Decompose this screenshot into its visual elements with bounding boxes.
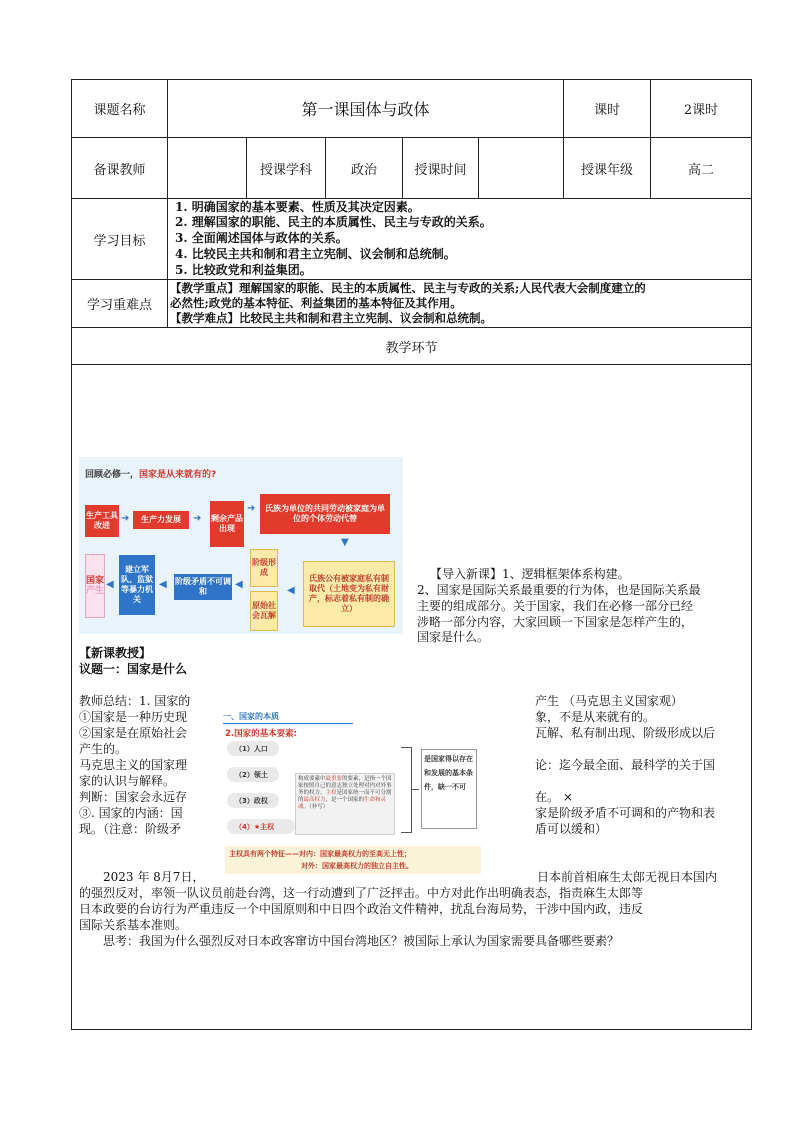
goal-item: 3. 全面阐述国体与政体的关系。: [175, 231, 348, 245]
table-border-bottom: [71, 1029, 752, 1030]
summary-line: 产生 （马克思主义国家观）: [535, 694, 683, 708]
subject-label: 授课学科: [259, 162, 312, 178]
news-line: 国际关系基本准则。: [79, 918, 188, 932]
box-state: [85, 554, 105, 618]
teacher-value: [168, 138, 246, 198]
box-violence-apparatus: 建立军队、监狱等暴力机关: [119, 555, 155, 615]
course-title-label: 课题名称: [93, 103, 146, 118]
new-lesson-label: 【新课教授】: [79, 646, 152, 660]
keypoints-label: 学习重难点: [86, 298, 152, 313]
news-line: 日本前首相麻生太郎无视日本国内: [537, 870, 718, 884]
feature-line: 主权具有两个特征——对内：国家最高权力的至高无上性；: [229, 850, 411, 858]
summary-line: 盾可以缓和）: [535, 822, 608, 836]
box-private-ownership: 氏族公有被家庭私有制取代（土地变为私有财产，标志着私有制的确立）: [303, 561, 395, 627]
row-divider: [71, 279, 752, 280]
element-pill: （2）领土: [227, 767, 279, 782]
summary-line: ③. 国家的内涵：国: [79, 806, 183, 820]
section-header: 教学环节: [385, 340, 438, 356]
grade-value: 高二: [687, 162, 714, 178]
bracket: [401, 747, 412, 833]
news-line: 2023 年 8月7日，: [103, 870, 205, 884]
intro-line: 涉略一部分内容，大家回顾一下国家是怎样产生的，: [417, 615, 694, 629]
box-development: 生产力发展: [133, 511, 189, 529]
note-text: 的要素，是指一个国家按照自己的意志独立处理对内对外事务的权力。: [298, 776, 392, 796]
hours-value: 2课时: [683, 103, 719, 118]
goal-item: 5. 比较政党和利益集团。: [175, 263, 312, 277]
arrow-right-icon: ➜: [247, 503, 256, 514]
note-highlight: 生命和灵魂: [298, 797, 387, 810]
box-family-labor: 氏族为单位的共同劳动被家庭为单位的个体劳动代替: [260, 494, 390, 534]
topic-title: 议题一：国家是什么: [79, 662, 188, 676]
state-elements-slide: [219, 709, 519, 877]
summary-line: 判断：国家会永远存: [79, 790, 188, 804]
table-border-right: [751, 79, 752, 1030]
intro-line: 【导入新课】1、逻辑框架体系构建。: [430, 567, 630, 581]
diagram-title: [85, 467, 216, 480]
note-highlight: 最高权力: [303, 797, 326, 803]
time-label: 授课时间: [414, 162, 467, 178]
arrow-left-icon: ◀: [235, 579, 243, 590]
summary-line: ①国家是一种历史现: [79, 710, 188, 724]
sovereignty-note: [295, 773, 395, 835]
subject-value: 政治: [350, 162, 377, 178]
think-question: 思考：我国为什么强烈反对日本政客窜访中国台湾地区？被国际上承认为国家需要具备哪些要素？: [103, 934, 620, 948]
arrow-right-icon: ➜: [193, 513, 202, 524]
summary-line: 家是阶级矛盾不可调和的产物和表: [535, 806, 716, 820]
arrow-left-icon: ◀: [159, 579, 167, 590]
keypoints-line: 【教学重点】理解国家的职能、民主的本质属性、民主与专政的关系;人民代表大会制度建立的: [170, 281, 646, 295]
note-text: ，是一个国家的: [325, 797, 365, 803]
state-sub-label: 产生: [86, 586, 105, 596]
teacher-label: 备课教师: [93, 162, 146, 178]
goal-item: 1. 明确国家的基本要素、性质及其决定因素。: [175, 200, 420, 214]
keypoints-line: 【教学难点】比较民主共和制和君主立宪制、议会制和总统制。: [170, 311, 492, 325]
summary-line: 论：迄今最全面、最科学的关于国: [535, 758, 716, 772]
summary-line: 象，不是从来就有的。: [535, 710, 656, 724]
slide-heading-bar: [223, 723, 353, 724]
box-class-conflict: 阶级矛盾不可调和: [174, 574, 232, 600]
hours-label: 课时: [593, 103, 620, 118]
goal-item: 4. 比较民主共和制和君主立宪制、议会制和总统制。: [175, 247, 456, 261]
arrow-right-icon: ➜: [121, 513, 130, 524]
bracket-tick: [411, 789, 419, 790]
summary-line: ②国家是在原始社会: [79, 726, 188, 740]
element-pill: （1）人口: [227, 741, 279, 756]
summary-line: 在。 ×: [535, 790, 573, 804]
feature-line: 对外：国家最高权力的独立自主性。: [301, 862, 413, 870]
note-text: 是国家统一而不可分割的: [298, 790, 392, 803]
diagram-title-prefix: 回顾必修一，: [85, 470, 140, 480]
box-productivity: 生产工具改进: [85, 505, 119, 537]
box-surplus: 剩余产品出现: [210, 501, 244, 547]
summary-line: 产生的。: [79, 742, 128, 756]
summary-line: 现。（注意：阶级矛: [79, 822, 182, 836]
slide-subheading: 2.国家的基本要素:: [225, 729, 298, 739]
feature-banner: [225, 846, 481, 874]
slide-heading: 一、国家的本质: [223, 712, 279, 721]
summary-line: 瓦解、私有制出现、阶级形成以后: [535, 726, 716, 740]
note-highlight: 最重要: [325, 776, 343, 782]
element-pill-sovereignty: （4）★主权: [227, 819, 295, 834]
state-origin-diagram: [79, 457, 403, 634]
intro-line: 主要的组成部分。关于国家，我们在必修一部分已经: [417, 599, 694, 613]
goal-item: 2. 理解国家的职能、民主的本质属性、民主与专政的关系。: [175, 215, 492, 229]
basic-condition-box: 是国家得以存在和发展的基本条件，缺一不可: [421, 749, 477, 829]
row-divider: [71, 364, 752, 365]
time-value: [479, 138, 563, 198]
note-text: 构成要素中: [298, 776, 326, 782]
intro-line: 2、国家是国际关系最重要的行为体，也是国际关系最: [417, 583, 701, 597]
summary-line: 马克思主义的国家理: [79, 758, 188, 772]
arrow-down-icon: ▼: [341, 537, 349, 548]
note-highlight: 主权: [325, 790, 337, 796]
arrow-left-icon: ◀: [287, 585, 295, 596]
box-society-collapse: 原始社会瓦解: [250, 591, 278, 631]
element-pill: （3）政权: [227, 793, 279, 808]
news-line: 的强烈反对，率领一队议员前赴台湾，这一行动遭到了广泛抨击。中方对此作出明确表态，指责麻生太郎等: [79, 886, 644, 900]
summary-line: 教师总结：1. 国家的: [79, 694, 191, 708]
grade-label: 授课年级: [580, 162, 633, 178]
goals-label: 学习目标: [93, 233, 146, 249]
note-text: 。（补写）: [303, 804, 329, 810]
course-title: 第一课国体与政体: [301, 100, 430, 119]
arrow-left-icon: ◀: [106, 579, 114, 590]
box-class-formed: 阶级形成: [250, 549, 278, 587]
row-divider: [71, 198, 752, 199]
intro-line: 国家是什么。: [417, 630, 490, 644]
diagram-title-highlight: 国家是从来就有的?: [139, 470, 217, 480]
state-label: 国家: [86, 576, 105, 586]
summary-line: 家的认识与解释。: [79, 774, 176, 788]
keypoints-line: 必然性;政党的基本特征、利益集团的基本特征及其作用。: [170, 296, 462, 310]
news-line: 日本政要的台访行为严重违反一个中国原则和中日四个政治文件精神，扰乱台海局势，干涉中国内政，违反: [79, 902, 644, 916]
